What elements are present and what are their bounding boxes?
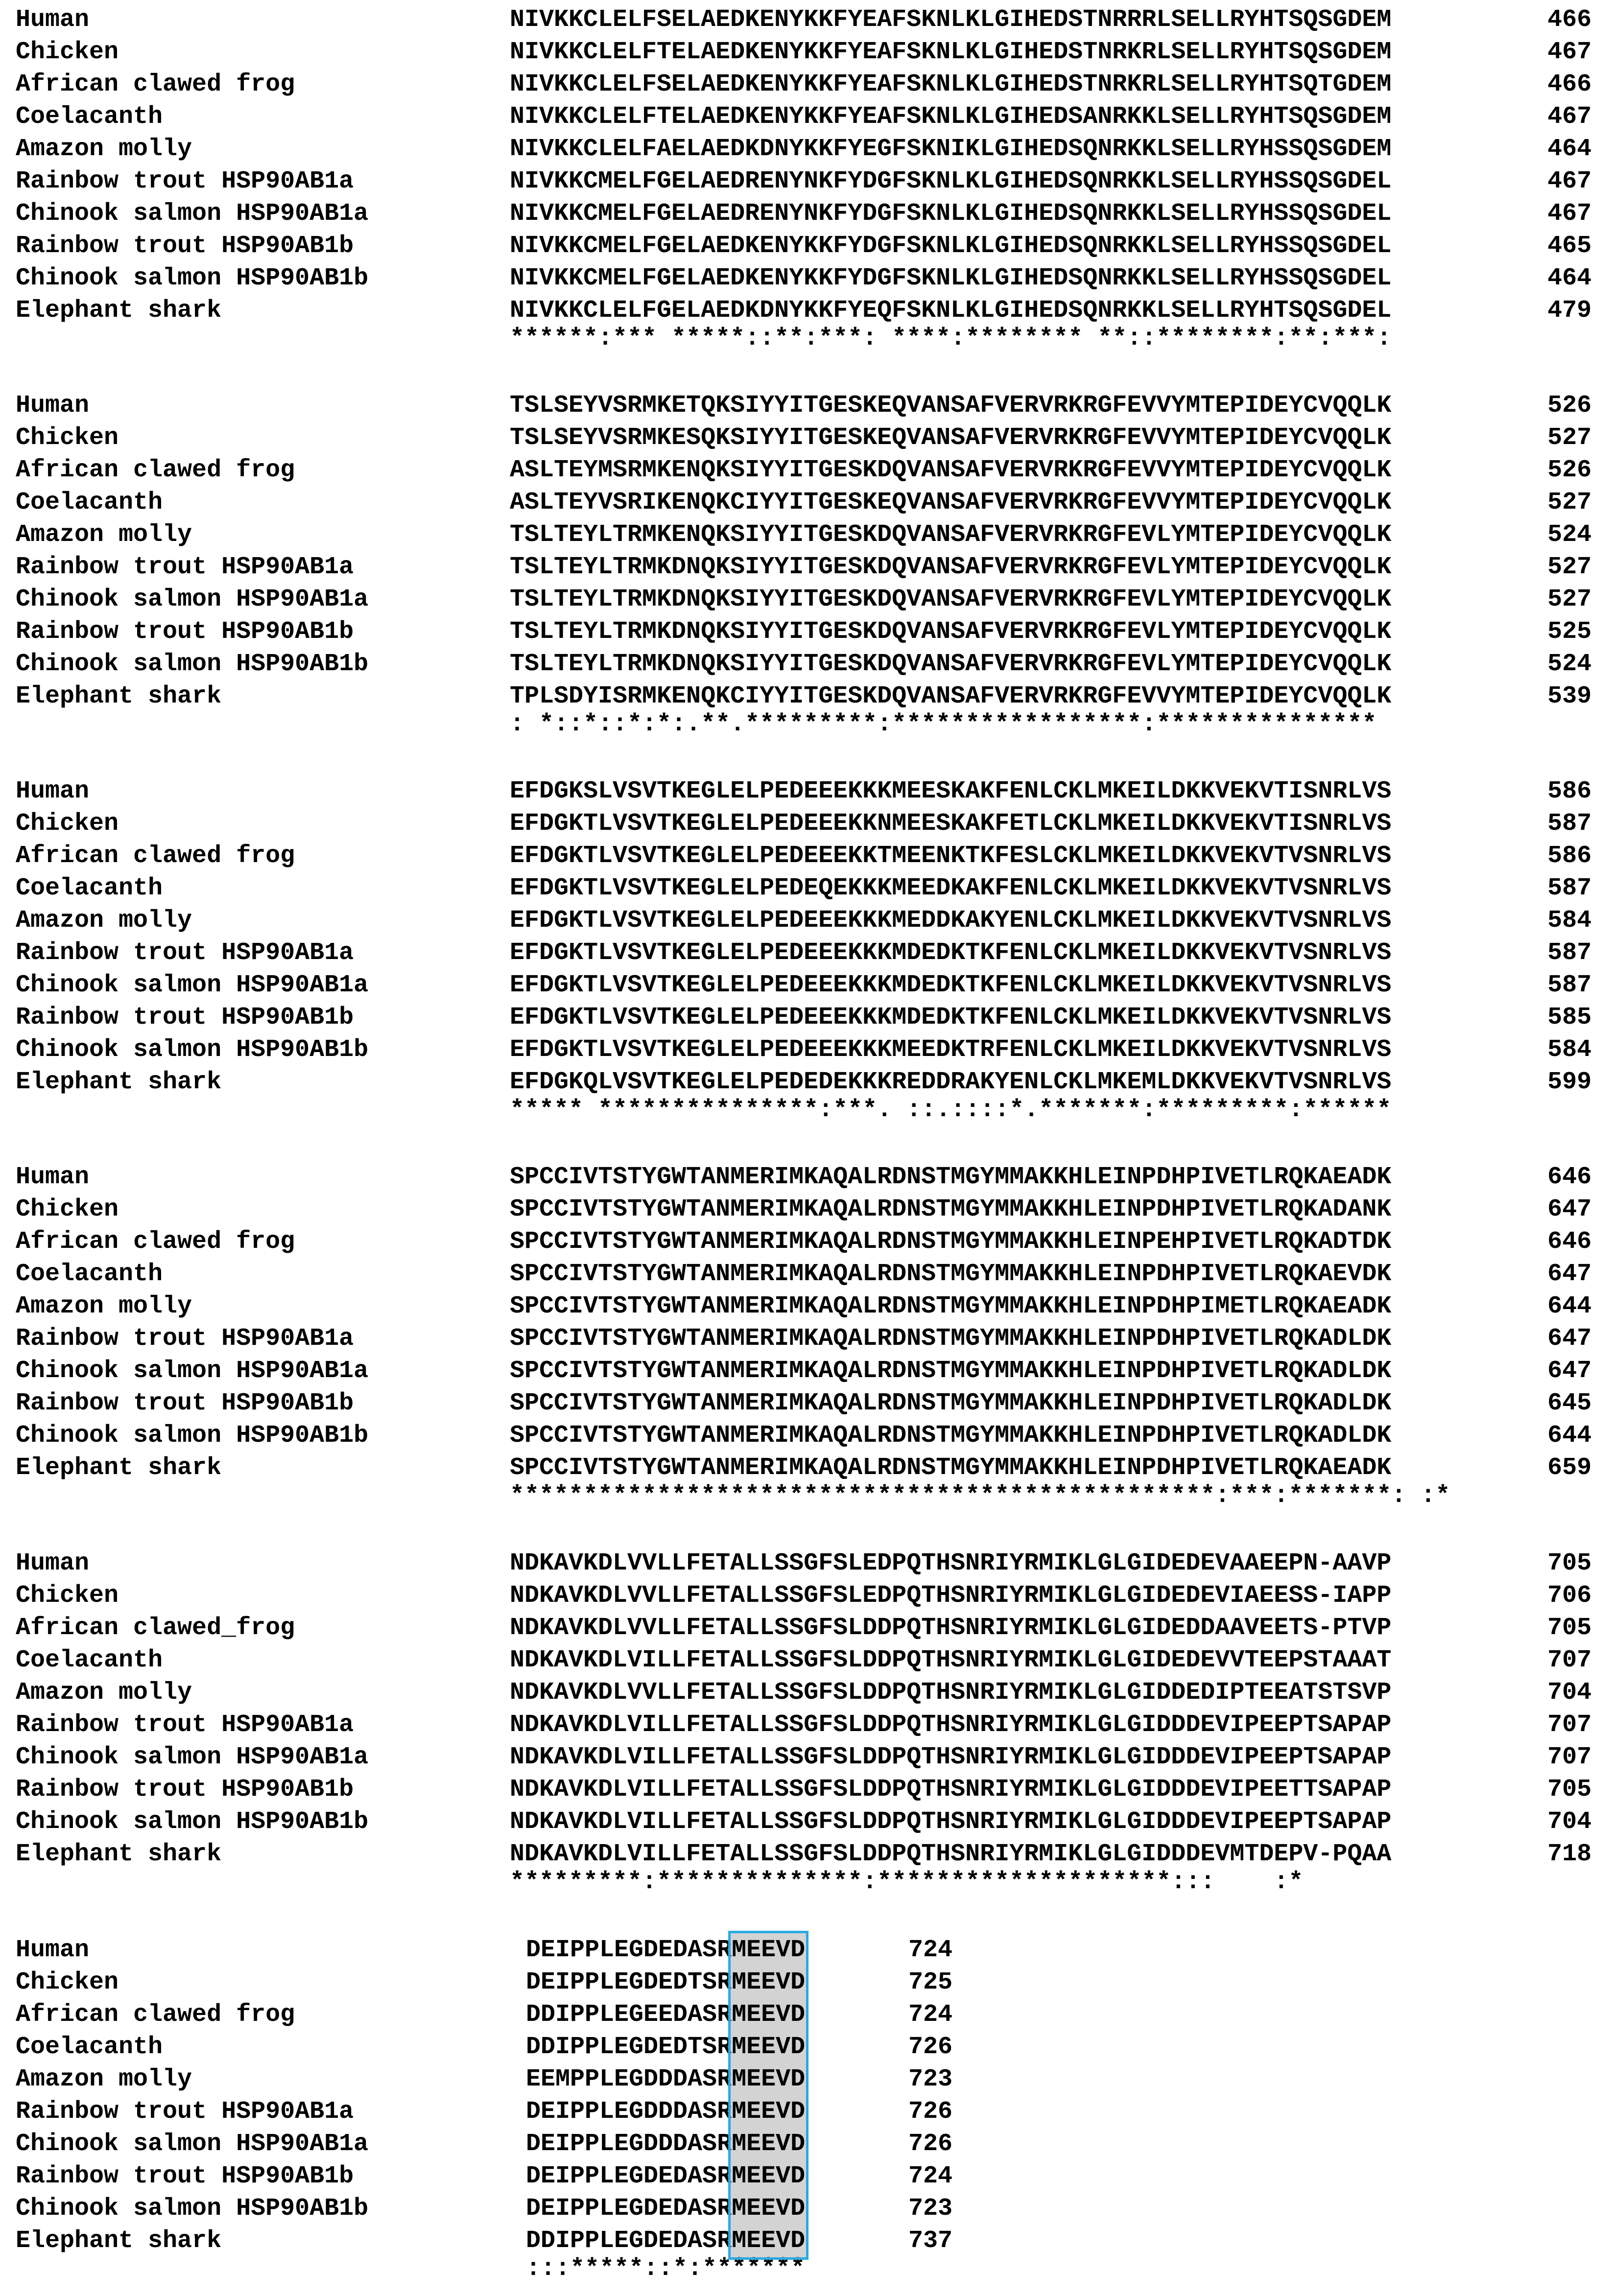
residue-position: 585: [1547, 1004, 1592, 1031]
protein-sequence: NDKAVKDLVVLLFETALLSSGFSLEDPQTHSNRIYRMIKLGLGIDEDEVIAEESS-IAPP: [510, 1582, 1392, 1610]
protein-sequence: EFDGKTLVSVTKEGLELPEDEEEKKNMEESKAKFETLCKLMKEILDKKVEKVTISNRLVS: [510, 810, 1392, 838]
protein-sequence: DEIPPLEGDEDTSRMEEVD: [526, 1968, 806, 1996]
species-name: Coelacanth: [16, 103, 163, 131]
residue-position: 586: [1547, 842, 1592, 870]
alignment-row: [0, 422, 1617, 454]
residue-position: 705: [1547, 1776, 1592, 1804]
residue-position: 704: [1547, 1679, 1592, 1707]
residue-position: 464: [1547, 264, 1592, 292]
species-name: Human: [16, 392, 90, 420]
species-name: Chinook salmon HSP90AB1a: [16, 1743, 369, 1771]
protein-sequence: EFDGKTLVSVTKEGLELPEDEEEKKKMEEDKTRFENLCKLMKEILDKKVEKVTVSNRLVS: [510, 1036, 1392, 1064]
alignment-row: [0, 1580, 1617, 1612]
species-name: Chinook salmon HSP90AB1a: [16, 200, 369, 228]
alignment-row: [0, 937, 1617, 969]
alignment-row: [0, 295, 1617, 327]
residue-position: 539: [1547, 682, 1592, 710]
species-name: Rainbow trout HSP90AB1b: [16, 1389, 354, 1417]
protein-sequence: SPCCIVTSTYGWTANMERIMKAQALRDNSTMGYMMAKKHLEINPDHPIVETLRQKADLDK: [510, 1357, 1392, 1385]
residue-position: 705: [1547, 1549, 1592, 1577]
residue-position: 467: [1547, 167, 1592, 195]
species-name: Rainbow trout HSP90AB1a: [16, 553, 354, 581]
alignment-row: [0, 969, 1617, 1002]
protein-sequence: EFDGKSLVSVTKEGLELPEDEEEKKKMEESKAKFENLCKLMKEILDKKVEKVTISNRLVS: [510, 777, 1392, 805]
alignment-row: [0, 2225, 1617, 2257]
residue-position: 586: [1547, 777, 1592, 805]
species-name: Chicken: [16, 424, 119, 452]
residue-position: 723: [908, 2065, 953, 2093]
species-name: Elephant shark: [16, 1454, 222, 1482]
protein-sequence: EFDGKTLVSVTKEGLELPEDEEEKKKMEDDKAKYENLCKLMKEILDKKVEKVTVSNRLVS: [510, 907, 1392, 935]
alignment-row: [0, 648, 1617, 680]
species-name: African clawed frog: [16, 1228, 295, 1256]
alignment-row: [0, 1774, 1617, 1806]
residue-position: 724: [908, 2001, 953, 2029]
species-name: Chinook salmon HSP90AB1a: [16, 1357, 369, 1385]
protein-sequence: TSLTEYLTRMKDNQKSIYYITGESKDQVANSAFVERVRKRGFEVLYMTEPIDEYCVQQLK: [510, 553, 1392, 581]
species-name: Rainbow trout HSP90AB1a: [16, 167, 354, 195]
residue-position: 525: [1547, 618, 1592, 646]
alignment-row: [0, 1002, 1617, 1034]
residue-position: 584: [1547, 907, 1592, 935]
residue-position: 645: [1547, 1389, 1592, 1417]
alignment-row: [0, 1677, 1617, 1709]
alignment-block: [0, 1930, 1617, 2290]
consensus-line: : *::*::*:*:.**.*********:*****************:***************: [510, 710, 1377, 738]
residue-position: 587: [1547, 874, 1592, 902]
alignment-row: [0, 2096, 1617, 2128]
residue-position: 705: [1547, 1614, 1592, 1642]
residue-position: 704: [1547, 1808, 1592, 1836]
protein-sequence: NIVKKCMELFGELAEDKENYKKFYDGFSKNLKLGIHEDSQNRKKLSELLRYHSSQSGDEL: [510, 232, 1392, 260]
alignment-block: [0, 772, 1617, 1131]
species-name: African clawed frog: [16, 70, 295, 98]
species-name: Rainbow trout HSP90AB1a: [16, 1325, 354, 1353]
alignment-row: [0, 616, 1617, 648]
alignment-row: [0, 1355, 1617, 1387]
protein-sequence: NDKAVKDLVVLLFETALLSSGFSLEDPQTHSNRIYRMIKLGLGIDEDEVAAEEPN-AAVP: [510, 1549, 1392, 1577]
alignment-row: [0, 390, 1617, 422]
alignment-row: [0, 1226, 1617, 1258]
residue-position: 726: [908, 2130, 953, 2158]
protein-sequence: EFDGKTLVSVTKEGLELPEDEEEKKKMDEDKTKFENLCKLMKEILDKKVEKVTVSNRLVS: [510, 1004, 1392, 1031]
residue-position: 527: [1547, 553, 1592, 581]
protein-sequence: EFDGKTLVSVTKEGLELPEDEEEKKTMEENKTKFESLCKLMKEILDKKVEKVTVSNRLVS: [510, 842, 1392, 870]
alignment-row: [0, 1387, 1617, 1420]
alignment-row: [0, 680, 1617, 713]
consensus-line: :::*****::*:*******: [526, 2255, 806, 2283]
protein-sequence: DDIPPLEGDEDTSRMEEVD: [526, 2033, 806, 2061]
alignment-row: [0, 1806, 1617, 1838]
alignment-row: [0, 454, 1617, 487]
alignment-row: [0, 1258, 1617, 1290]
alignment-row: [0, 1290, 1617, 1323]
protein-sequence: SPCCIVTSTYGWTANMERIMKAQALRDNSTMGYMMAKKHLEINPDHPIVETLRQKADLDK: [510, 1389, 1392, 1417]
alignment-row: [0, 2063, 1617, 2096]
species-name: Chicken: [16, 1195, 119, 1223]
species-name: Chinook salmon HSP90AB1b: [16, 2195, 369, 2223]
alignment-row: [0, 1644, 1617, 1677]
protein-sequence: NIVKKCMELFGELAEDRENYNKFYDGFSKNLKLGIHEDSQNRKKLSELLRYHSSQSGDEL: [510, 167, 1392, 195]
residue-position: 644: [1547, 1422, 1592, 1450]
protein-sequence: DEIPPLEGDEDASRMEEVD: [526, 2162, 806, 2190]
protein-sequence: TSLTEYLTRMKENQKSIYYITGESKDQVANSAFVERVRKRGFEVLYMTEPIDEYCVQQLK: [510, 521, 1392, 549]
consensus-line: *********:**************:********************::: :*: [510, 1868, 1304, 1896]
species-name: Amazon molly: [16, 521, 192, 549]
residue-position: 647: [1547, 1195, 1592, 1223]
alignment-row: [0, 519, 1617, 551]
protein-sequence: NDKAVKDLVILLFETALLSSGFSLDDPQTHSNRIYRMIKLGLGIDEDEVVTEEPSTAAAT: [510, 1646, 1392, 1674]
alignment-row: [0, 1194, 1617, 1226]
residue-position: 587: [1547, 810, 1592, 838]
protein-sequence: EFDGKTLVSVTKEGLELPEDEQEKKKMEEDKAKFENLCKLMKEILDKKVEKVTVSNRLVS: [510, 874, 1392, 902]
residue-position: 726: [908, 2098, 953, 2126]
residue-position: 599: [1547, 1068, 1592, 1096]
species-name: Human: [16, 1549, 90, 1577]
species-name: Elephant shark: [16, 682, 222, 710]
protein-sequence: NIVKKCMELFGELAEDRENYNKFYDGFSKNLKLGIHEDSQNRKKLSELLRYHSSQSGDEL: [510, 200, 1392, 228]
residue-position: 584: [1547, 1036, 1592, 1064]
residue-position: 659: [1547, 1454, 1592, 1482]
species-name: African clawed frog: [16, 456, 295, 484]
alignment-row: [0, 1034, 1617, 1066]
species-name: Elephant shark: [16, 297, 222, 325]
alignment-row: [0, 262, 1617, 295]
alignment-row: [0, 1741, 1617, 1774]
species-name: Chinook salmon HSP90AB1b: [16, 264, 369, 292]
residue-position: 644: [1547, 1292, 1592, 1320]
protein-sequence: NDKAVKDLVVLLFETALLSSGFSLDDPQTHSNRIYRMIKLGLGIDDEDIPTEEATSTSVP: [510, 1679, 1392, 1707]
residue-position: 647: [1547, 1325, 1592, 1353]
alignment-row: [0, 133, 1617, 165]
protein-sequence: NDKAVKDLVILLFETALLSSGFSLDDPQTHSNRIYRMIKLGLGIDDDEVIPEEPTSAPAP: [510, 1808, 1392, 1836]
species-name: Rainbow trout HSP90AB1a: [16, 939, 354, 967]
residue-position: 646: [1547, 1163, 1592, 1191]
residue-position: 724: [908, 1936, 953, 1964]
species-name: Chicken: [16, 810, 119, 838]
protein-sequence: SPCCIVTSTYGWTANMERIMKAQALRDNSTMGYMMAKKHLEINPDHPIVETLRQKADANK: [510, 1195, 1392, 1223]
species-name: Coelacanth: [16, 2033, 163, 2061]
alignment-row: [0, 487, 1617, 519]
residue-position: 524: [1547, 650, 1592, 678]
alignment-row: [0, 775, 1617, 808]
protein-sequence: ASLTEYMSRMKENQKSIYYITGESKDQVANSAFVERVRKRGFEVVYMTEPIDEYCVQQLK: [510, 456, 1392, 484]
consensus-line: ***** ***************:***. ::.::::*.*******:*********:******: [510, 1096, 1392, 1124]
protein-sequence: NDKAVKDLVILLFETALLSSGFSLDDPQTHSNRIYRMIKLGLGIDDDEVIPEEPTSAPAP: [510, 1711, 1392, 1739]
residue-position: 725: [908, 1968, 953, 1996]
residue-position: 527: [1547, 586, 1592, 613]
species-name: Chicken: [16, 1968, 119, 1996]
protein-sequence: TSLTEYLTRMKDNQKSIYYITGESKDQVANSAFVERVRKRGFEVLYMTEPIDEYCVQQLK: [510, 586, 1392, 613]
species-name: African clawed frog: [16, 2001, 295, 2029]
alignment-row: [0, 1709, 1617, 1741]
alignment-row: [0, 840, 1617, 872]
consensus-line: ******:*** *****::**:***: ****:******** **::********:**:***:: [510, 325, 1392, 352]
alignment-block: [0, 0, 1617, 359]
alignment-row: [0, 101, 1617, 133]
residue-position: 726: [908, 2033, 953, 2061]
protein-sequence: DEIPPLEGDDDASRMEEVD: [526, 2130, 806, 2158]
protein-sequence: TSLSEYVSRMKESQKSIYYITGESKEQVANSAFVERVRKRGFEVVYMTEPIDEYCVQQLK: [510, 424, 1392, 452]
residue-position: 724: [908, 2162, 953, 2190]
residue-position: 466: [1547, 70, 1592, 98]
alignment-row: [0, 2031, 1617, 2063]
residue-position: 718: [1547, 1840, 1592, 1868]
protein-sequence: SPCCIVTSTYGWTANMERIMKAQALRDNSTMGYMMAKKHLEINPDHPIVETLRQKAEVDK: [510, 1260, 1392, 1288]
species-name: Chinook salmon HSP90AB1b: [16, 650, 369, 678]
alignment-row: [0, 4, 1617, 36]
alignment-row: [0, 808, 1617, 840]
alignment-block: [0, 386, 1617, 745]
species-name: Coelacanth: [16, 1260, 163, 1288]
protein-sequence: SPCCIVTSTYGWTANMERIMKAQALRDNSTMGYMMAKKHLEINPEHPIVETLRQKADTDK: [510, 1228, 1392, 1256]
residue-position: 467: [1547, 103, 1592, 131]
protein-sequence: DEIPPLEGDEDASRMEEVD: [526, 1936, 806, 1964]
species-name: Chicken: [16, 38, 119, 66]
alignment-row: [0, 1066, 1617, 1099]
species-name: Coelacanth: [16, 489, 163, 516]
alignment-row: [0, 36, 1617, 69]
protein-sequence: DDIPPLEGDEDASRMEEVD: [526, 2227, 806, 2255]
alignment-row: [0, 69, 1617, 101]
species-name: Rainbow trout HSP90AB1b: [16, 232, 354, 260]
protein-sequence: TSLTEYLTRMKDNQKSIYYITGESKDQVANSAFVERVRKRGFEVLYMTEPIDEYCVQQLK: [510, 618, 1392, 646]
alignment-row: [0, 230, 1617, 262]
protein-sequence: NDKAVKDLVVLLFETALLSSGFSLDDPQTHSNRIYRMIKLGLGIDEDDAAVEETS-PTVP: [510, 1614, 1392, 1642]
protein-sequence: ASLTEYVSRIKENQKCIYYITGESKEQVANSAFVERVRKRGFEVVYMTEPIDEYCVQQLK: [510, 489, 1392, 516]
alignment-row: [0, 584, 1617, 616]
residue-position: 737: [908, 2227, 953, 2255]
alignment-row: [0, 1612, 1617, 1644]
species-name: Coelacanth: [16, 874, 163, 902]
residue-position: 587: [1547, 971, 1592, 999]
residue-position: 647: [1547, 1260, 1592, 1288]
protein-sequence: EFDGKTLVSVTKEGLELPEDEEEKKKMDEDKTKFENLCKLMKEILDKKVEKVTVSNRLVS: [510, 939, 1392, 967]
species-name: Human: [16, 6, 90, 34]
species-name: African clawed frog: [16, 842, 295, 870]
species-name: Amazon molly: [16, 2065, 192, 2093]
residue-position: 527: [1547, 424, 1592, 452]
species-name: Amazon molly: [16, 1292, 192, 1320]
protein-sequence: NIVKKCLELFSELAEDKENYKKFYEAFSKNLKLGIHEDSTNRKRLSELLRYHTSQTGDEM: [510, 70, 1392, 98]
species-name: Coelacanth: [16, 1646, 163, 1674]
species-name: Human: [16, 1163, 90, 1191]
protein-sequence: EEMPPLEGDDDASRMEEVD: [526, 2065, 806, 2093]
alignment-block: [0, 1157, 1617, 1517]
residue-position: 707: [1547, 1646, 1592, 1674]
residue-position: 479: [1547, 297, 1592, 325]
alignment-row: [0, 1999, 1617, 2031]
species-name: Chinook salmon HSP90AB1b: [16, 1036, 369, 1064]
residue-position: 647: [1547, 1357, 1592, 1385]
species-name: Chinook salmon HSP90AB1b: [16, 1422, 369, 1450]
alignment-row: [0, 198, 1617, 230]
residue-position: 524: [1547, 521, 1592, 549]
protein-sequence: TSLSEYVSRMKETQKSIYYITGESKEQVANSAFVERVRKRGFEVVYMTEPIDEYCVQQLK: [510, 392, 1392, 420]
alignment-row: [0, 1452, 1617, 1484]
species-name: Rainbow trout HSP90AB1a: [16, 1711, 354, 1739]
residue-position: 707: [1547, 1711, 1592, 1739]
species-name: Elephant shark: [16, 1840, 222, 1868]
protein-sequence: EFDGKQLVSVTKEGLELPEDEDEKKKREDDRAKYENLCKLMKEMLDKKVEKVTVSNRLVS: [510, 1068, 1392, 1096]
alignment-row: [0, 1420, 1617, 1452]
species-name: Rainbow trout HSP90AB1b: [16, 618, 354, 646]
protein-sequence: NDKAVKDLVILLFETALLSSGFSLDDPQTHSNRIYRMIKLGLGIDDDEVIPEEPTSAPAP: [510, 1743, 1392, 1771]
species-name: African clawed_frog: [16, 1614, 295, 1642]
species-name: Rainbow trout HSP90AB1a: [16, 2098, 354, 2126]
protein-sequence: NDKAVKDLVILLFETALLSSGFSLDDPQTHSNRIYRMIKLGLGIDDDEVIPEETTSAPAP: [510, 1776, 1392, 1804]
species-name: Chinook salmon HSP90AB1b: [16, 1808, 369, 1836]
protein-sequence: SPCCIVTSTYGWTANMERIMKAQALRDNSTMGYMMAKKHLEINPDHPIVETLRQKAEADK: [510, 1163, 1392, 1191]
residue-position: 706: [1547, 1582, 1592, 1610]
alignment-row: [0, 1547, 1617, 1580]
alignment-row: [0, 1323, 1617, 1355]
meevd-motif-box: [728, 1931, 808, 2260]
alignment-row: [0, 2160, 1617, 2193]
species-name: Rainbow trout HSP90AB1b: [16, 2162, 354, 2190]
alignment-row: [0, 1967, 1617, 1999]
species-name: Elephant shark: [16, 1068, 222, 1096]
residue-position: 464: [1547, 135, 1592, 163]
alignment-row: [0, 872, 1617, 905]
protein-sequence: NIVKKCLELFSELAEDKENYKKFYEAFSKNLKLGIHEDSTNRRRLSELLRYHTSQSGDEM: [510, 6, 1392, 34]
residue-position: 467: [1547, 38, 1592, 66]
protein-sequence: NDKAVKDLVILLFETALLSSGFSLDDPQTHSNRIYRMIKLGLGIDDDEVMTDEPV-PQAA: [510, 1840, 1392, 1868]
protein-sequence: DEIPPLEGDEDASRMEEVD: [526, 2195, 806, 2223]
protein-sequence: TSLTEYLTRMKDNQKSIYYITGESKDQVANSAFVERVRKRGFEVLYMTEPIDEYCVQQLK: [510, 650, 1392, 678]
protein-sequence: NIVKKCLELFTELAEDKENYKKFYEAFSKNLKLGIHEDSTNRKRLSELLRYHTSQSGDEM: [510, 38, 1392, 66]
residue-position: 707: [1547, 1743, 1592, 1771]
protein-sequence: DEIPPLEGDDDASRMEEVD: [526, 2098, 806, 2126]
alignment-block: [0, 1544, 1617, 1903]
alignment-row: [0, 1161, 1617, 1194]
alignment-row: [0, 905, 1617, 937]
residue-position: 526: [1547, 456, 1592, 484]
species-name: Amazon molly: [16, 907, 192, 935]
residue-position: 587: [1547, 939, 1592, 967]
protein-sequence: NIVKKCLELFTELAEDKENYKKFYEAFSKNLKLGIHEDSANRKKLSELLRYHTSQSGDEM: [510, 103, 1392, 131]
residue-position: 527: [1547, 489, 1592, 516]
protein-sequence: TPLSDYISRMKENQKCIYYITGESKDQVANSAFVERVRKRGFEVVYMTEPIDEYCVQQLK: [510, 682, 1392, 710]
protein-sequence: SPCCIVTSTYGWTANMERIMKAQALRDNSTMGYMMAKKHLEINPDHPIVETLRQKADLDK: [510, 1325, 1392, 1353]
species-name: Chinook salmon HSP90AB1a: [16, 2130, 369, 2158]
residue-position: 467: [1547, 200, 1592, 228]
residue-position: 723: [908, 2195, 953, 2223]
alignment-row: [0, 165, 1617, 198]
consensus-line: ************************************************:***:*******: :*: [510, 1482, 1451, 1510]
species-name: Chinook salmon HSP90AB1a: [16, 586, 369, 613]
species-name: Amazon molly: [16, 1679, 192, 1707]
alignment-row: [0, 2128, 1617, 2160]
protein-sequence: SPCCIVTSTYGWTANMERIMKAQALRDNSTMGYMMAKKHLEINPDHPIVETLRQKAEADK: [510, 1454, 1392, 1482]
species-name: Chinook salmon HSP90AB1a: [16, 971, 369, 999]
species-name: Elephant shark: [16, 2227, 222, 2255]
residue-position: 526: [1547, 392, 1592, 420]
species-name: Chicken: [16, 1582, 119, 1610]
protein-sequence: NIVKKCLELFAELAEDKDNYKKFYEGFSKNIKLGIHEDSQNRKKLSELLRYHSSQSGDEM: [510, 135, 1392, 163]
protein-sequence: NIVKKCLELFGELAEDKDNYKKFYEQFSKNLKLGIHEDSQNRKKLSELLRYHTSQSGDEL: [510, 297, 1392, 325]
protein-sequence: SPCCIVTSTYGWTANMERIMKAQALRDNSTMGYMMAKKHLEINPDHPIVETLRQKADLDK: [510, 1422, 1392, 1450]
species-name: Human: [16, 777, 90, 805]
alignment-row: [0, 551, 1617, 584]
species-name: Rainbow trout HSP90AB1b: [16, 1004, 354, 1031]
alignment-row: [0, 1934, 1617, 1967]
protein-sequence: NIVKKCMELFGELAEDKENYKKFYDGFSKNLKLGIHEDSQNRKKLSELLRYHSSQSGDEL: [510, 264, 1392, 292]
protein-sequence: SPCCIVTSTYGWTANMERIMKAQALRDNSTMGYMMAKKHLEINPDHPIMETLRQKAEADK: [510, 1292, 1392, 1320]
species-name: Rainbow trout HSP90AB1b: [16, 1776, 354, 1804]
species-name: Human: [16, 1936, 90, 1964]
protein-sequence: EFDGKTLVSVTKEGLELPEDEEEKKKMDEDKTKFENLCKLMKEILDKKVEKVTVSNRLVS: [510, 971, 1392, 999]
residue-position: 465: [1547, 232, 1592, 260]
residue-position: 466: [1547, 6, 1592, 34]
alignment-row: [0, 2193, 1617, 2225]
residue-position: 646: [1547, 1228, 1592, 1256]
species-name: Amazon molly: [16, 135, 192, 163]
protein-sequence: DDIPPLEGEEDASRMEEVD: [526, 2001, 806, 2029]
alignment-row: [0, 1838, 1617, 1871]
